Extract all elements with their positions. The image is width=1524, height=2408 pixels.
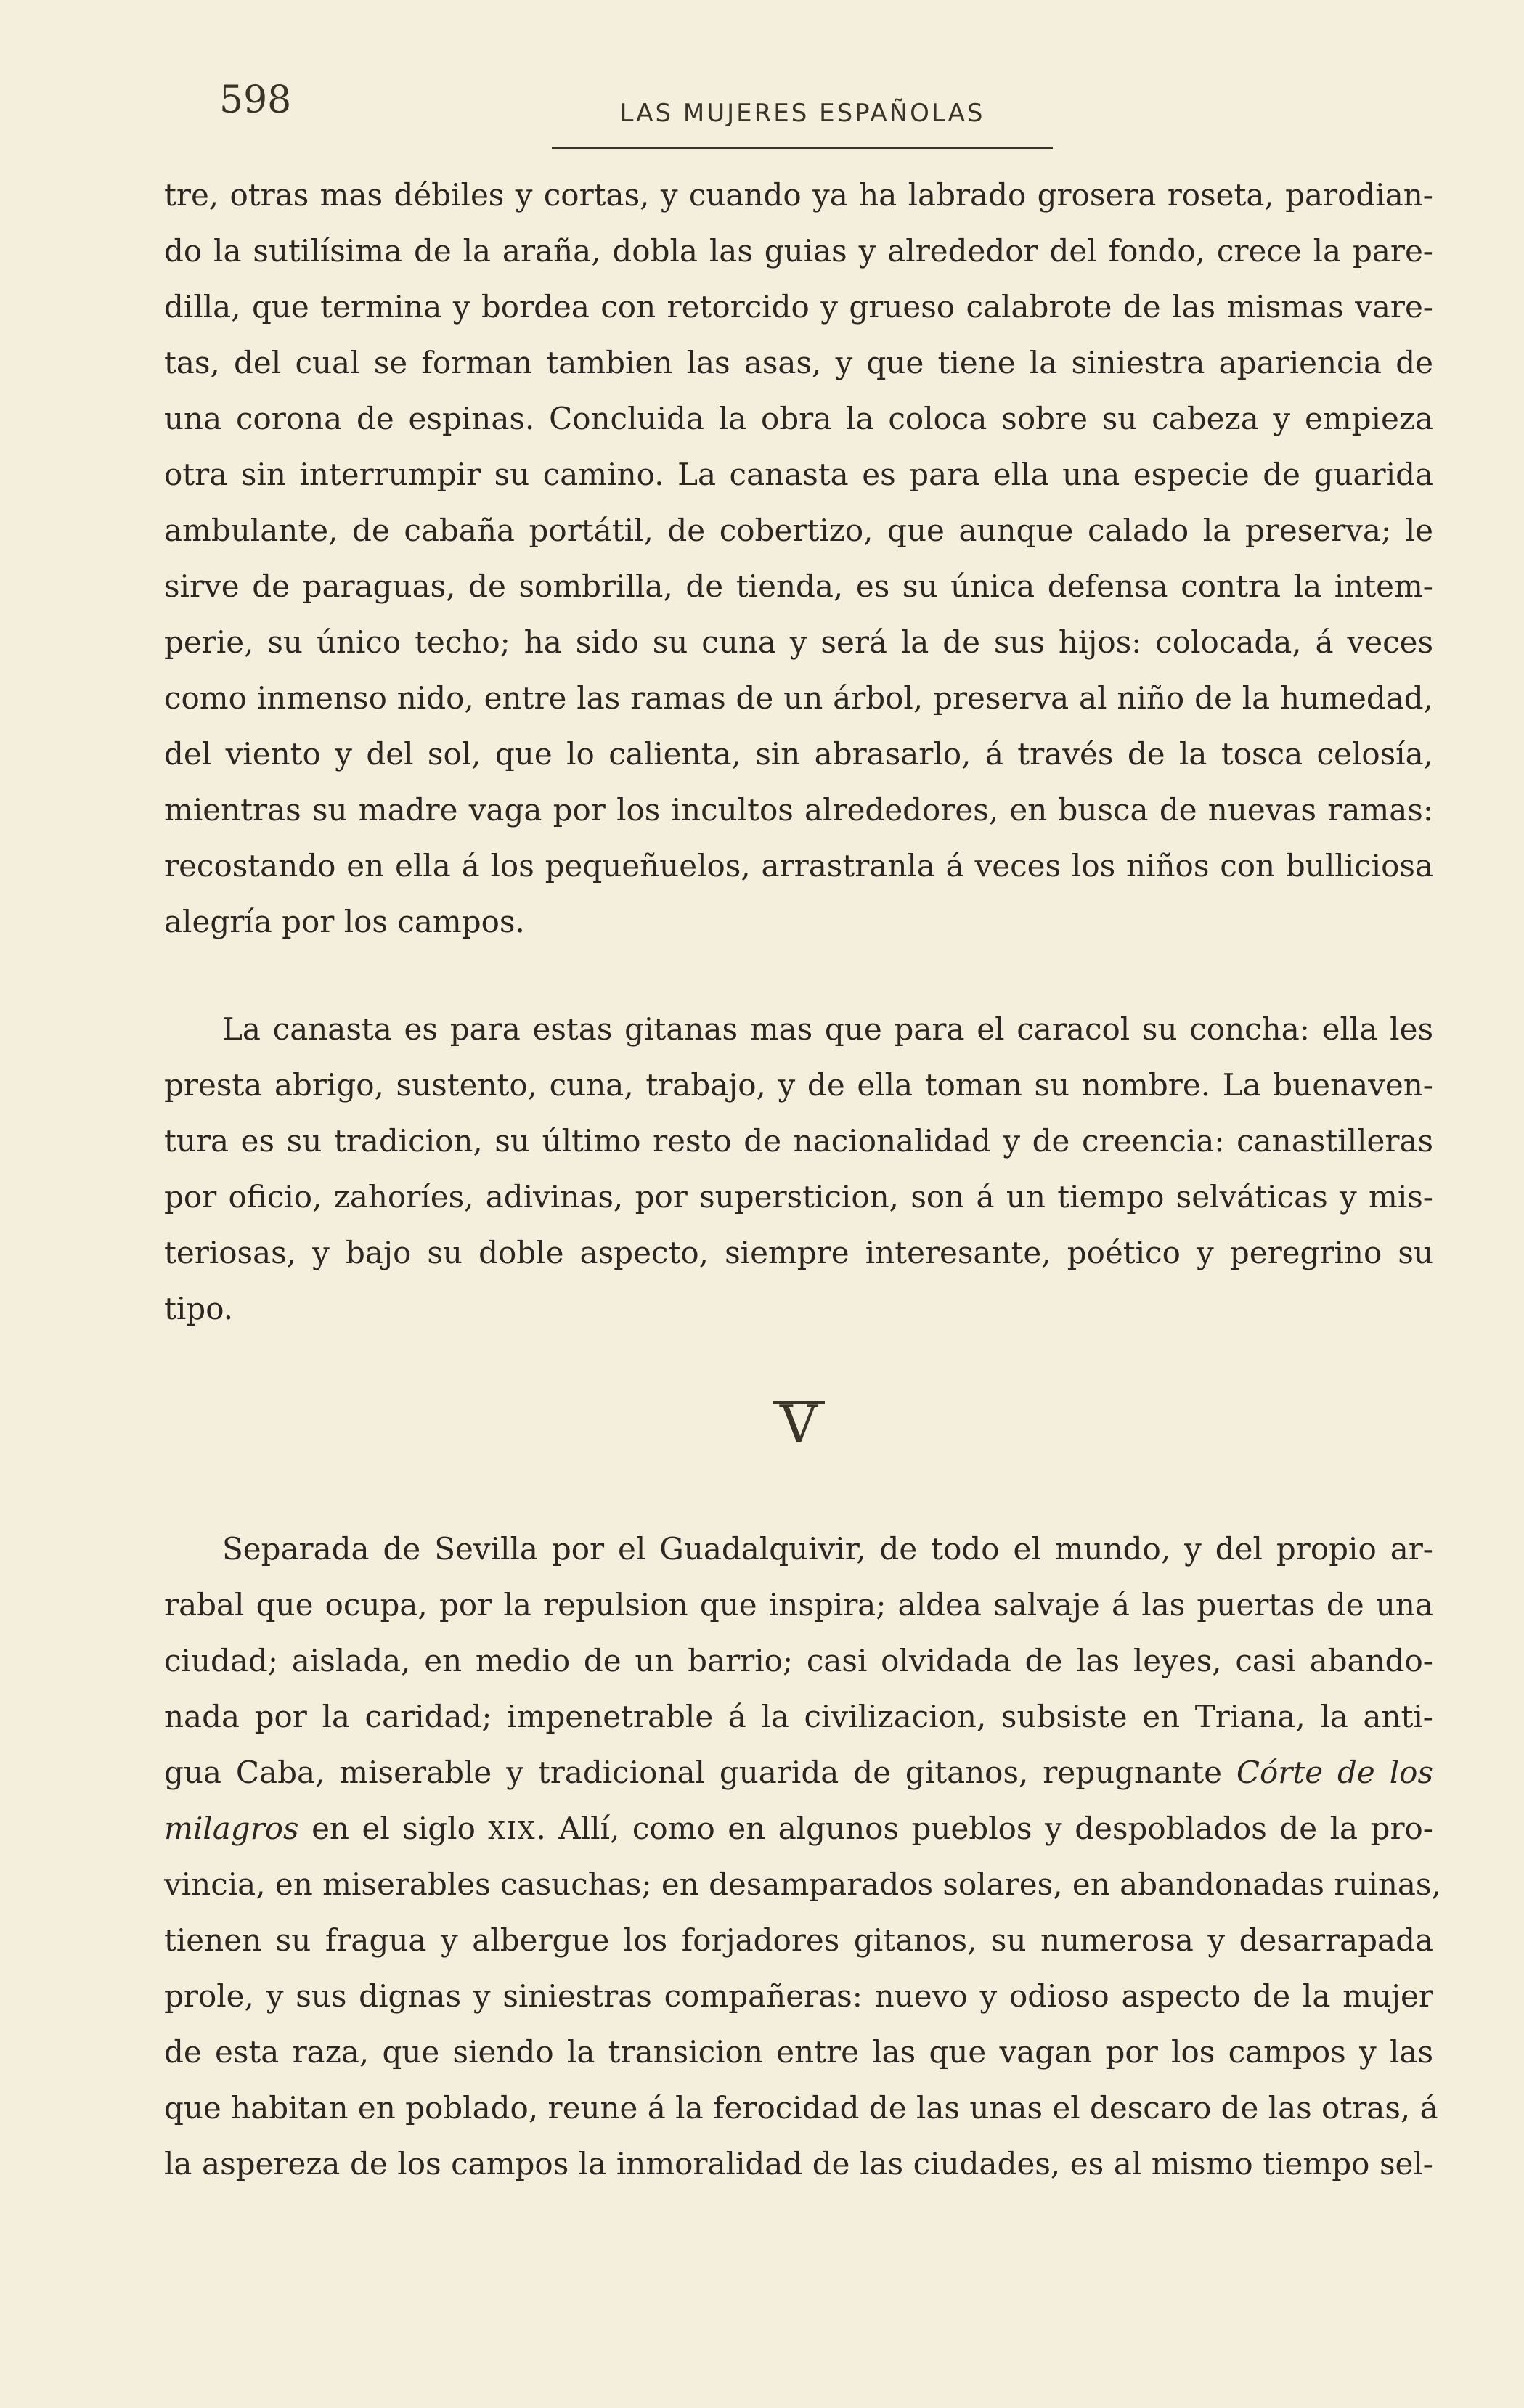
text-line: tura es su tradicion, su último resto de nacionalidad y de creencia: canastilleras xyxy=(164,1123,1433,1159)
text-segment: gua Caba, miserable y tradicional guarida de gitanos, repugnante xyxy=(164,1755,1236,1790)
text-line: alegría por los campos. xyxy=(164,904,525,939)
text-line: rabal que ocupa, por la repulsion que inspira; aldea salvaje á las puertas de una xyxy=(164,1587,1433,1623)
text-line: otra sin interrumpir su camino. La canasta es para ella una especie de guarida xyxy=(164,457,1433,492)
text-line: ciudad; aislada, en medio de un barrio; casi olvidada de las leyes, casi abando- xyxy=(164,1643,1433,1678)
text-line: ambulante, de cabaña portátil, de cobertizo, que aunque calado la preserva; le xyxy=(164,513,1433,548)
text-segment: en el siglo xyxy=(298,1811,489,1846)
text-line: do la sutilísima de la araña, dobla las guias y alrededor del fondo, crece la pare- xyxy=(164,233,1433,269)
paragraph-3 xyxy=(164,1521,1441,2192)
text-line: nada por la caridad; impenetrable á la civilizacion, subsiste en Triana, la anti- xyxy=(164,1699,1433,1734)
text-line: tienen su fragua y albergue los forjadores gitanos, su numerosa y desarrapada xyxy=(164,1922,1433,1958)
text-line xyxy=(164,1744,1433,1800)
text-line: como inmenso nido, entre las ramas de un árbol, preserva al niño de la humedad, xyxy=(164,680,1433,716)
text-line: La canasta es para estas gitanas mas que para el caracol su concha: ella les xyxy=(222,1011,1433,1047)
text-line: de esta raza, que siendo la transicion entre las que vagan por los campos y las xyxy=(164,2034,1433,2070)
text-line: dilla, que termina y bordea con retorcido y grueso calabrote de las mismas vare- xyxy=(164,289,1433,325)
text-line: tipo. xyxy=(164,1291,234,1326)
text-line: perie, su único techo; ha sido su cuna y será la de sus hijos: colocada, á veces xyxy=(164,624,1433,660)
italic-title: Córte de los xyxy=(1236,1755,1433,1790)
italic-title: milagros xyxy=(164,1811,299,1846)
text-segment: . Allí, como en algunos pueblos y despoblados de la pro- xyxy=(536,1811,1434,1846)
text-line xyxy=(164,1800,1433,1856)
text-line: la aspereza de los campos la inmoralidad de las ciudades, es al mismo tiempo sel- xyxy=(164,2146,1433,2182)
text-line: que habitan en poblado, reune á la ferocidad de las unas el descaro de las otras, á xyxy=(164,2090,1438,2126)
text-line: sirve de paraguas, de sombrilla, de tienda, es su única defensa contra la intem- xyxy=(164,568,1433,604)
paragraph-2 xyxy=(164,1001,1433,1336)
text-line: tre, otras mas débiles y cortas, y cuando ya ha labrado grosera roseta, parodian- xyxy=(164,177,1433,213)
small-caps-century: XIX xyxy=(488,1816,537,1845)
section-numeral-text: V xyxy=(780,1394,818,1455)
text-line: prole, y sus dignas y siniestras compañeras: nuevo y odioso aspecto de la mujer xyxy=(164,1978,1433,2014)
header-rule xyxy=(552,147,1053,149)
text-line: teriosas, y bajo su doble aspecto, siempre interesante, poético y peregrino su xyxy=(164,1235,1433,1270)
text-line: presta abrigo, sustento, cuna, trabajo, y de ella toman su nombre. La buenaven- xyxy=(164,1067,1433,1103)
text-line: por oficio, zahoríes, adivinas, por supersticion, son á un tiempo selváticas y mis- xyxy=(164,1179,1433,1215)
section-numeral xyxy=(762,1394,835,1455)
text-line: recostando en ella á los pequeñuelos, arrastranla á veces los niños con bulliciosa xyxy=(164,848,1433,883)
page-number: 598 xyxy=(219,78,292,122)
text-line: tas, del cual se forman tambien las asas, y que tiene la siniestra apariencia de xyxy=(164,345,1433,380)
text-line: Separada de Sevilla por el Guadalquivir, de todo el mundo, y del propio ar- xyxy=(222,1531,1433,1567)
text-line: del viento y del sol, que lo calienta, sin abrasarlo, á través de la tosca celosía, xyxy=(164,736,1433,772)
running-title: LAS MUJERES ESPAÑOLAS xyxy=(619,99,985,128)
text-line: mientras su madre vaga por los incultos alrededores, en busca de nuevas ramas: xyxy=(164,792,1433,828)
paragraph-1 xyxy=(164,167,1433,950)
text-line: vincia, en miserables casuchas; en desamparados solares, en abandonadas ruinas, xyxy=(164,1866,1441,1902)
text-line: una corona de espinas. Concluida la obra la coloca sobre su cabeza y empieza xyxy=(164,401,1433,436)
